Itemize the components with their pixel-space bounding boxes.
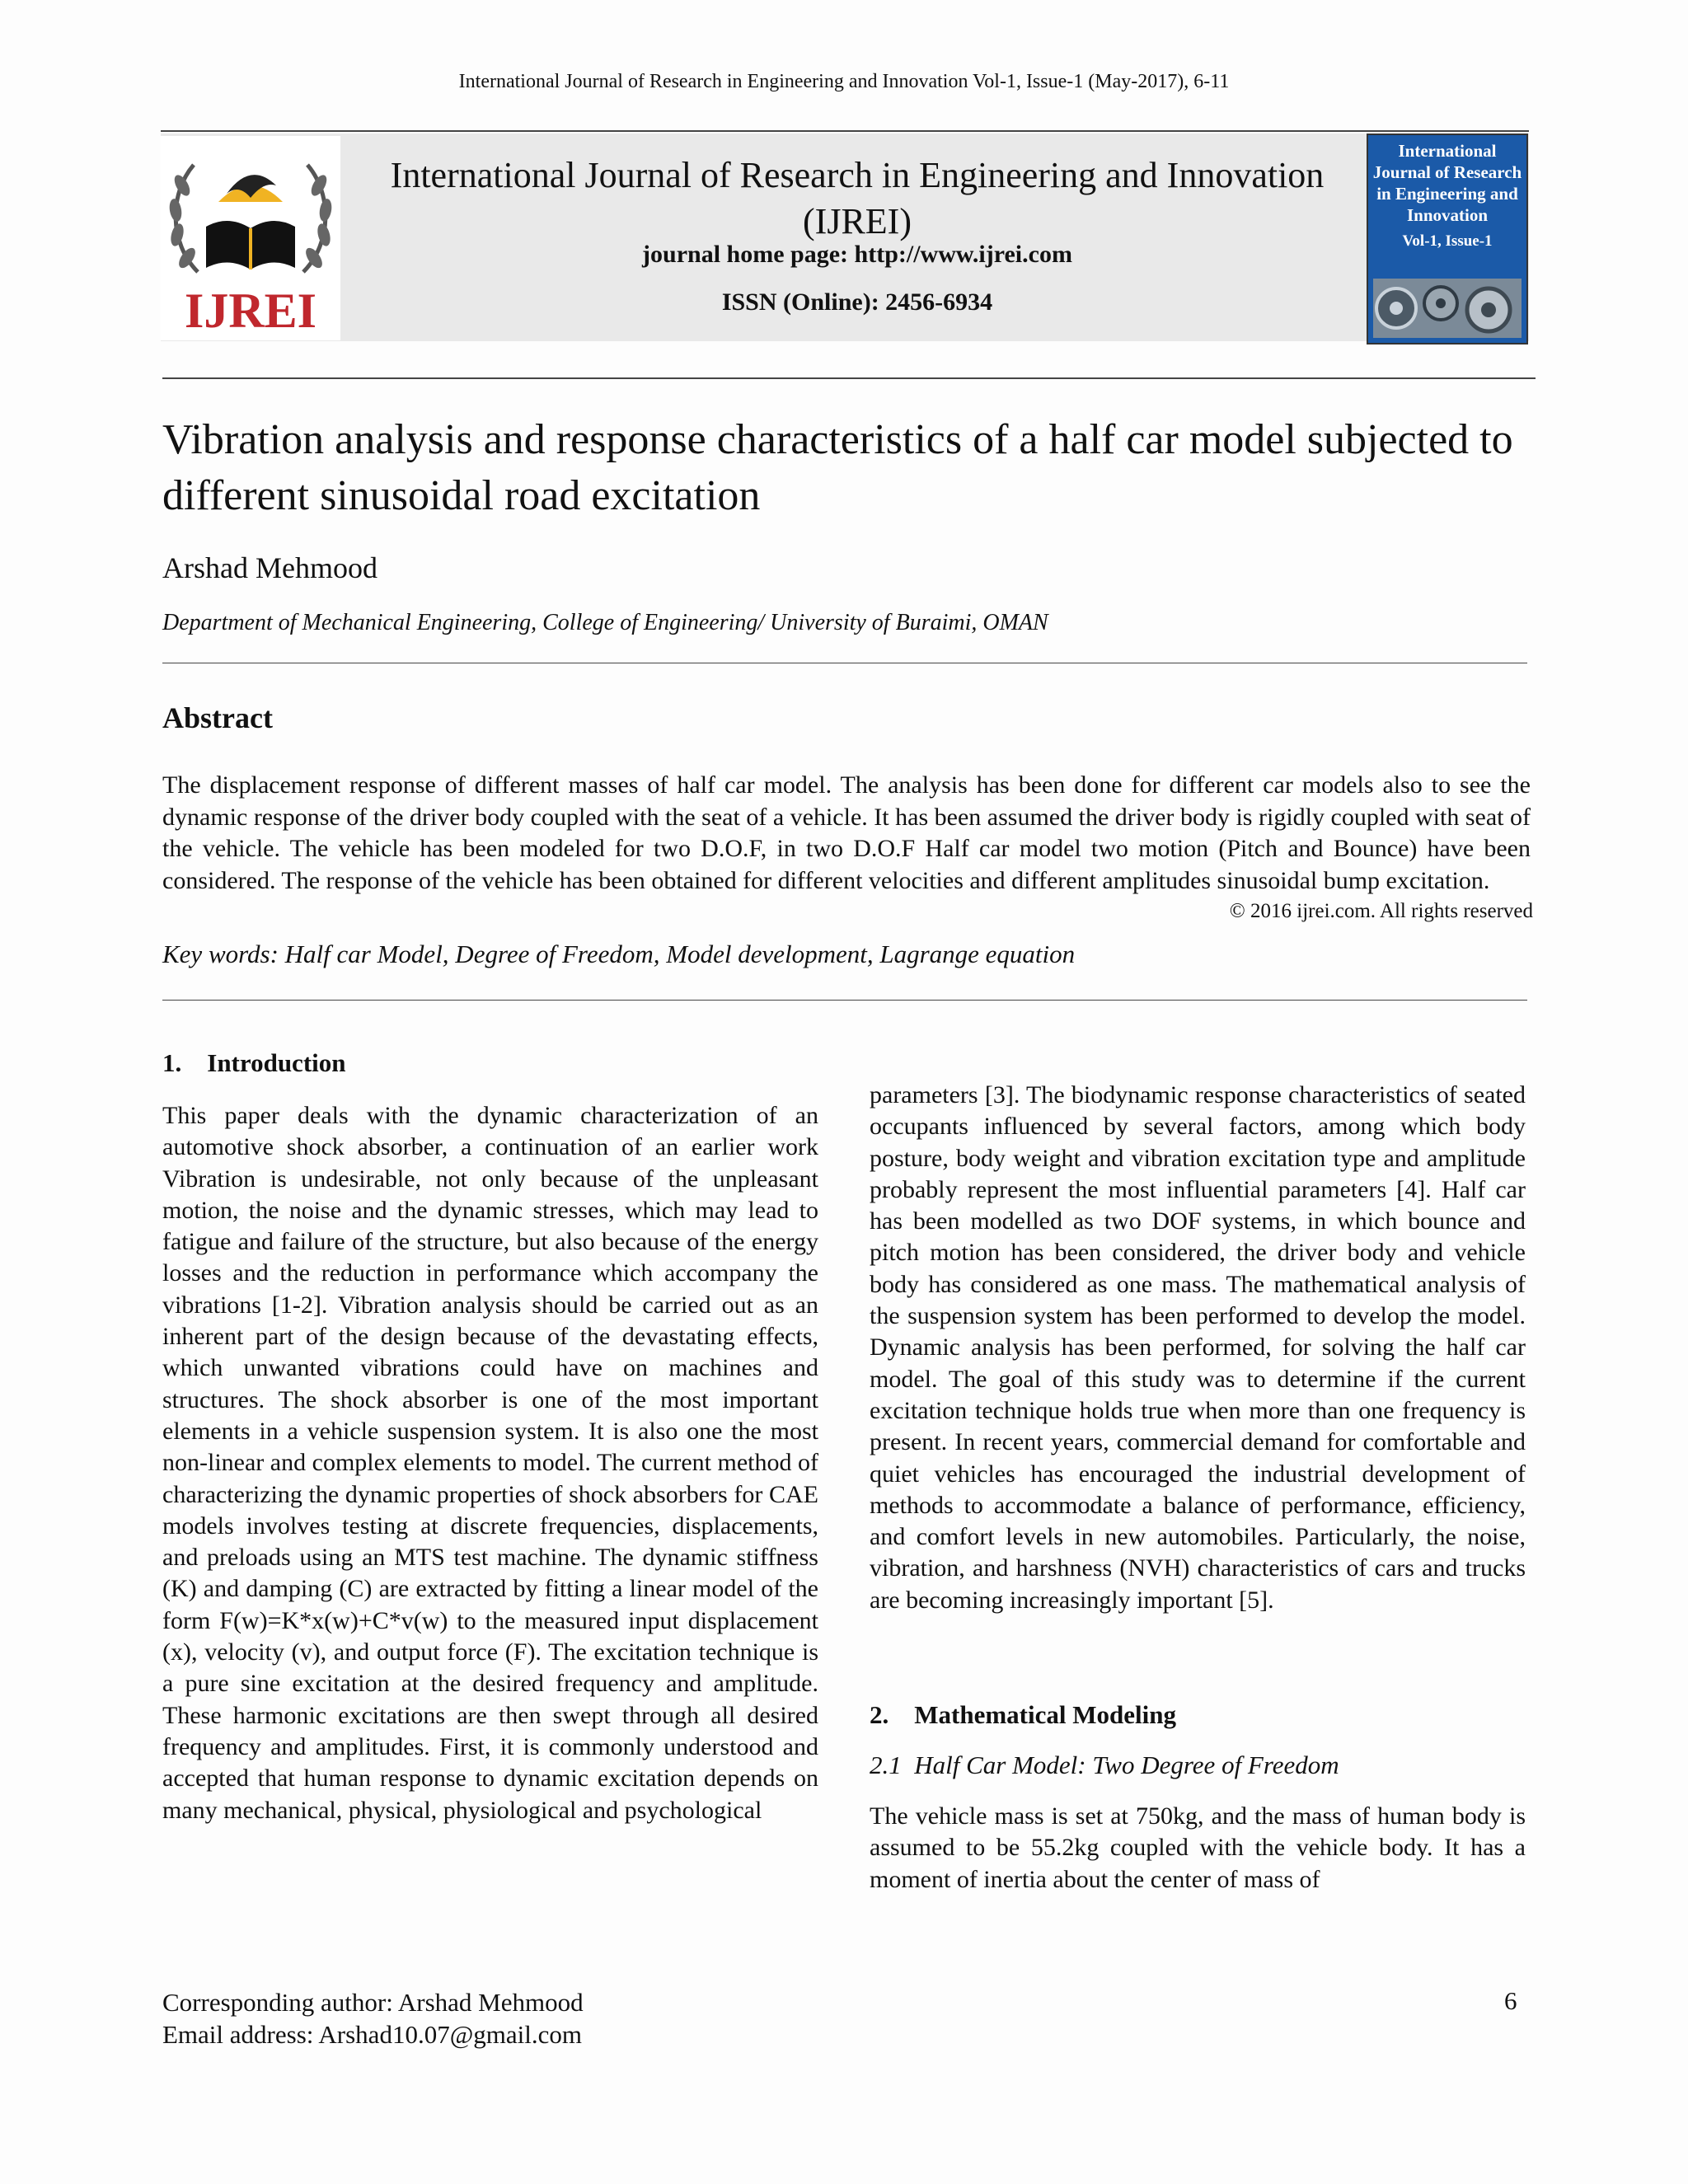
- journal-home-page: journal home page: http://www.ijrei.com: [642, 241, 1072, 268]
- subsection-heading-half-car: 2.1 Half Car Model: Two Degree of Freedom: [870, 1750, 1339, 1779]
- page-number: 6: [1504, 1986, 1517, 2015]
- copyright-notice: © 2016 ijrei.com. All rights reserved: [1229, 900, 1533, 922]
- introduction-text-col1: This paper deals with the dynamic characterization of an automotive shock absorber, a continuation of an earlier work Vibration is undesirable, not only because of the unpleasant motion, the noise and the dynamic stresses, which may lead to fatigue and failure of the structure, but also because of the energy losses and the reduction in performance which accompany the vibrations [1-2]. Vibration analysis should be carried out as an inherent part of the design because of the devastating effects, which unwanted vibrations could have on machines and structures. The shock absorber is one of the most important elements in a vehicle suspension system. It is also one the most non-linear and complex elements to model. The current method of characterizing the dynamic properties of shock absorbers for CAE models involves testing at discrete frequencies, displacements, and preloads using an MTS test machine. The dynamic stiffness (K) and damping (C) are extracted by fitting a linear model of the form F(w)=K*x(w)+C*v(w) to the measured input displacement (x), velocity (v), and output force (F). The excitation technique is a pure sine excitation at the desired frequency and amplitude. These harmonic excitations are then swept through all desired frequency and amplitudes. First, it is commonly understood and accepted that human response to dynamic excitation depends on many mechanical, physical, physiological and psychological: [162, 1102, 818, 1824]
- paper-title: Vibration analysis and response characteristics of a half car model subjected to different sinusoidal road excitation: [162, 416, 1513, 519]
- keywords-divider: [162, 1000, 1527, 1001]
- abstract-body: The displacement response of different masses of half car model. The analysis has been done for different car models also to see the dynamic response of the driver body coupled with the seat of a vehicle. It has been assumed the driver body is rigidly coupled with seat of the vehicle. The vehicle has been modeled for two D.O.F, in two D.O.F Half car model two motion (Pitch and Bounce) have been considered. The response of the vehicle has been obtained for different velocities and different amplitudes sinusoidal bump excitation.: [162, 771, 1531, 894]
- masthead-top-rule: [161, 130, 1529, 132]
- running-head: International Journal of Research in Engineering and Innovation Vol-1, Issue-1 (May-2017), 6-11: [458, 71, 1230, 92]
- journal-title-line1: International Journal of Research in Engineering and Innovation: [390, 155, 1325, 195]
- keywords: Key words: Half car Model, Degree of Freedom, Model development, Lagrange equation: [162, 940, 1076, 968]
- mathematical-modeling-text: The vehicle mass is set at 750kg, and the mass of human body is assumed to be 55.2kg coupled with the vehicle body. It has a moment of inertia about the center of mass of: [870, 1802, 1526, 1893]
- journal-title: [346, 152, 1368, 245]
- journal-cover: [1367, 134, 1528, 344]
- author-email: Email address: Arshad10.07@gmail.com: [162, 2020, 582, 2049]
- cover-gears-image: [1373, 279, 1522, 338]
- journal-logo: [161, 136, 340, 340]
- author-name: Arshad Mehmood: [162, 551, 377, 584]
- cover-title: International Journal of Research in Engineering and Innovation: [1372, 141, 1522, 225]
- header-divider: [162, 377, 1536, 379]
- svg-text:IJREI: IJREI: [184, 284, 317, 338]
- abstract-heading: Abstract: [162, 701, 273, 734]
- corresponding-author: Corresponding author: Arshad Mehmood: [162, 1988, 584, 2017]
- journal-issn: ISSN (Online): 2456-6934: [721, 288, 993, 316]
- cover-volume: Vol-1, Issue-1: [1402, 232, 1493, 250]
- footer-author-info: [162, 1986, 584, 2050]
- introduction-text-col2: parameters [3]. The biodynamic response characteristics of seated occupants influenced by several factors, among which body posture, body weight and vibration excitation type and amplitude probably represent the most influential parameters [4]. Half car has been modelled as two DOF systems, in which bounce and pitch motion has been considered, the driver body and vehicle body has considered as one mass. The mathematical analysis of the suspension system has been performed to develop the model. Dynamic analysis has been performed, for solving the half car model. The goal of this study was to determine if the current excitation technique holds true when more than one frequency is present. In recent years, commercial demand for comfortable and quiet vehicles has encouraged the industrial development of methods to accommodate a balance of performance, efficiency, and comfort levels in new automobiles. Particularly, the noise, vibration, and harshness (NVH) characteristics of cars and trucks are becoming increasingly important [5].: [870, 1081, 1526, 1614]
- section-heading-introduction: 1. Introduction: [162, 1048, 346, 1077]
- author-affiliation: Department of Mechanical Engineering, College of Engineering/ University of Buraimi, OMAN: [162, 610, 1048, 635]
- journal-logo-icon: [161, 136, 340, 340]
- journal-title-line2: (IJREI): [803, 201, 912, 241]
- section-heading-mathematical-modeling: 2. Mathematical Modeling: [870, 1700, 1176, 1729]
